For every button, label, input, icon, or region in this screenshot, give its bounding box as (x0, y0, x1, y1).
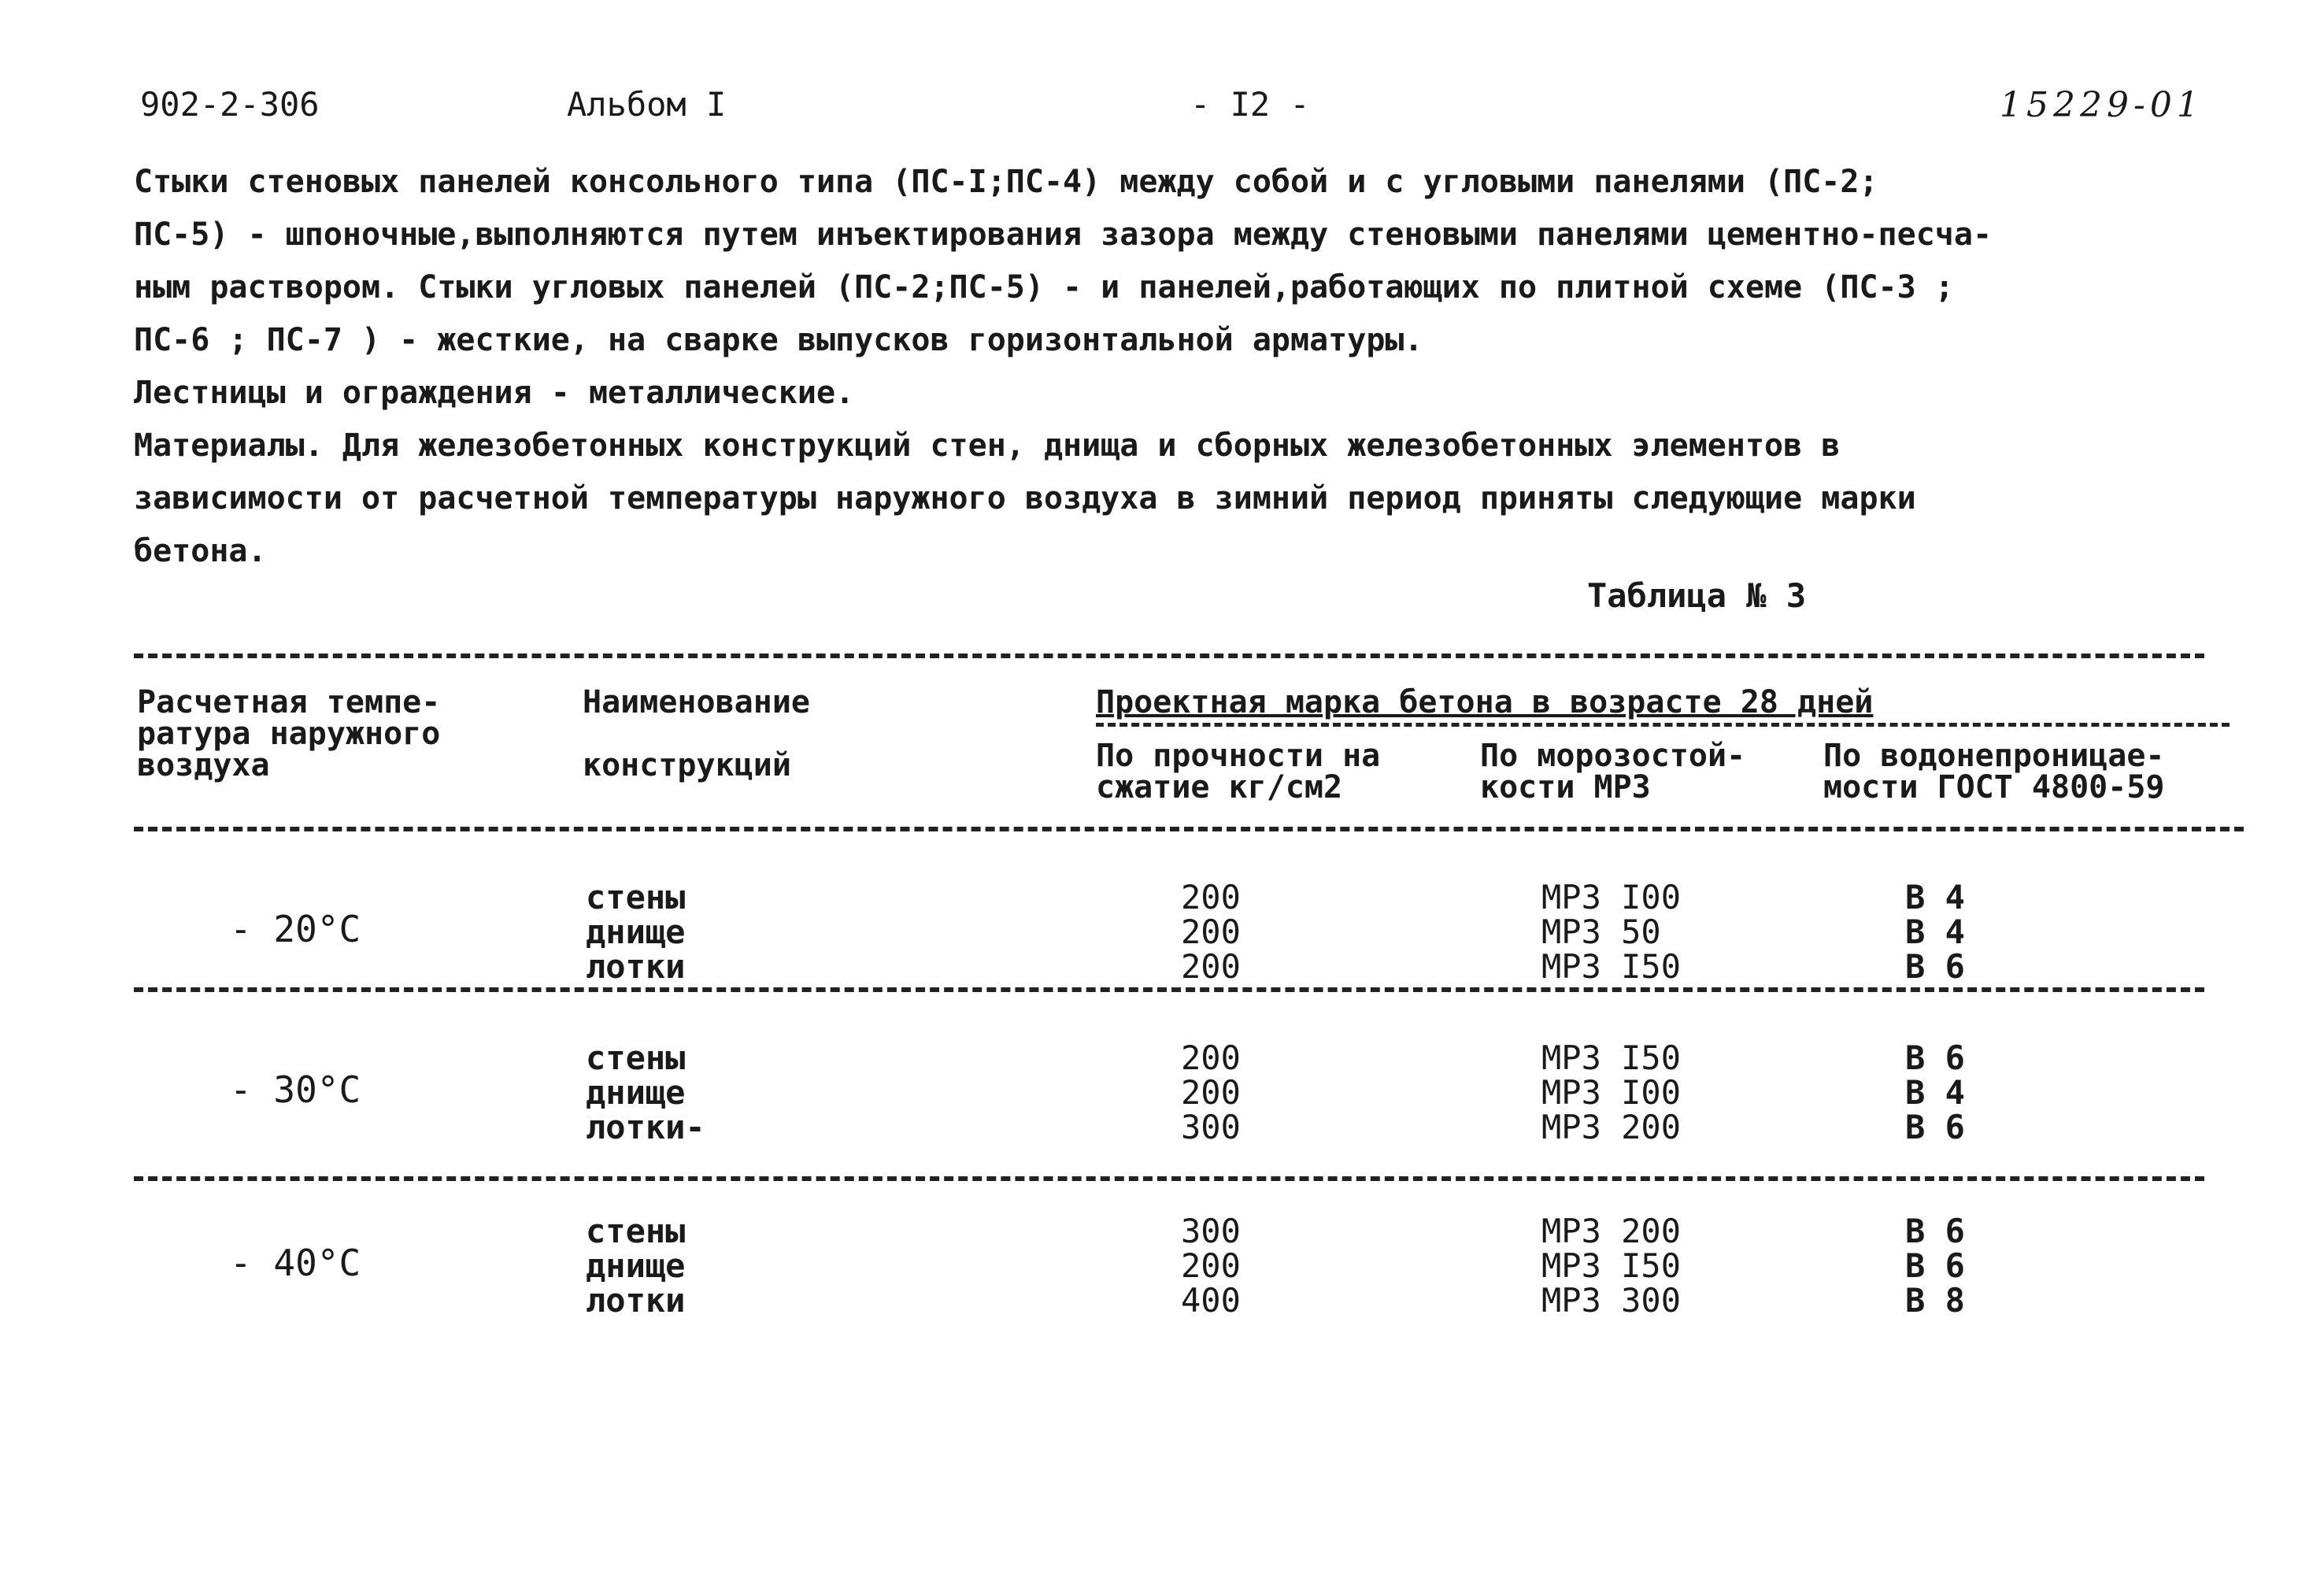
row-water-values: В 4 В 4 В 6 (1905, 878, 1965, 986)
header-concrete-grade: Проектная марка бетона в возрасте 28 дней (1096, 684, 1874, 720)
row-strength-values: 200 200 300 (1181, 1039, 1241, 1146)
paragraph-joints: Стыки стеновых панелей консольного типа (ПС-I;ПС-4) между собой и с угловыми панелями (ПС-2; ПС-5) - шпоночные,выполняются путем инъектирования зазора между стеновыми панелями цементно-песча- ным раствором. Стыки угловых панелей (ПС-2;ПС-5) - и панелей,работающих по плитной схеме (ПС-3 ; ПС-6 ; ПС-7 ) - жесткие, на сварке выпусков горизонтальной арматуры. (134, 164, 1993, 358)
row-temperature: - 20°С (230, 908, 361, 950)
handwritten-stamp: 15229-01 (2000, 85, 2204, 125)
row-strength-values: 200 200 200 (1181, 878, 1241, 986)
row-frost-values: МРЗ I00 МРЗ 50 МРЗ I50 (1541, 878, 1682, 986)
header-frost-resistance: По морозостой- кости МРЗ (1480, 738, 1746, 805)
table-caption: Таблица № 3 (1587, 576, 1807, 615)
row-construction-names: стены днище лотки (586, 1212, 686, 1320)
header-construction-name: Наименование конструкций (583, 684, 810, 783)
row-water-values: В 6 В 6 В 8 (1905, 1212, 1965, 1320)
album-label: Альбом I (567, 85, 727, 124)
table-top-rule (134, 654, 2204, 658)
row-water-values: В 6 В 4 В 6 (1905, 1039, 1965, 1146)
row-temperature: - 30°С (230, 1068, 361, 1111)
paragraph-materials: Материалы. Для железобетонных конструкций стен, днища и сборных железобетонных элементов в зависимости от расчетной температуры наружного воздуха в зимний период приняты следующие марки бетона. (134, 428, 1916, 569)
paragraph-stairs: Лестницы и ограждения - металлические. (134, 375, 855, 411)
header-water-resistance: По водонепроницае- мости ГОСТ 4800-59 (1823, 738, 2165, 805)
row-strength-values: 300 200 400 (1181, 1212, 1241, 1320)
page-number: - I2 - (1190, 85, 1310, 124)
document-code: 902-2-306 (140, 85, 320, 124)
header-strength: По прочности на сжатие кг/см2 (1096, 738, 1381, 805)
row-frost-values: МРЗ I50 МРЗ I00 МРЗ 200 (1541, 1039, 1682, 1146)
header-temperature: Расчетная темпе- ратура наружного воздуха (137, 684, 441, 783)
row-temperature: - 40°С (230, 1242, 361, 1284)
table-header-rule (134, 827, 2244, 831)
group-divider (134, 1176, 2204, 1181)
row-frost-values: МРЗ 200 МРЗ I50 МРЗ 300 (1541, 1212, 1682, 1320)
header-span-rule (1096, 723, 2230, 727)
group-divider (134, 987, 2204, 992)
row-construction-names: стены днище лотки (586, 878, 686, 986)
row-construction-names: стены днище лотки- (586, 1039, 705, 1146)
